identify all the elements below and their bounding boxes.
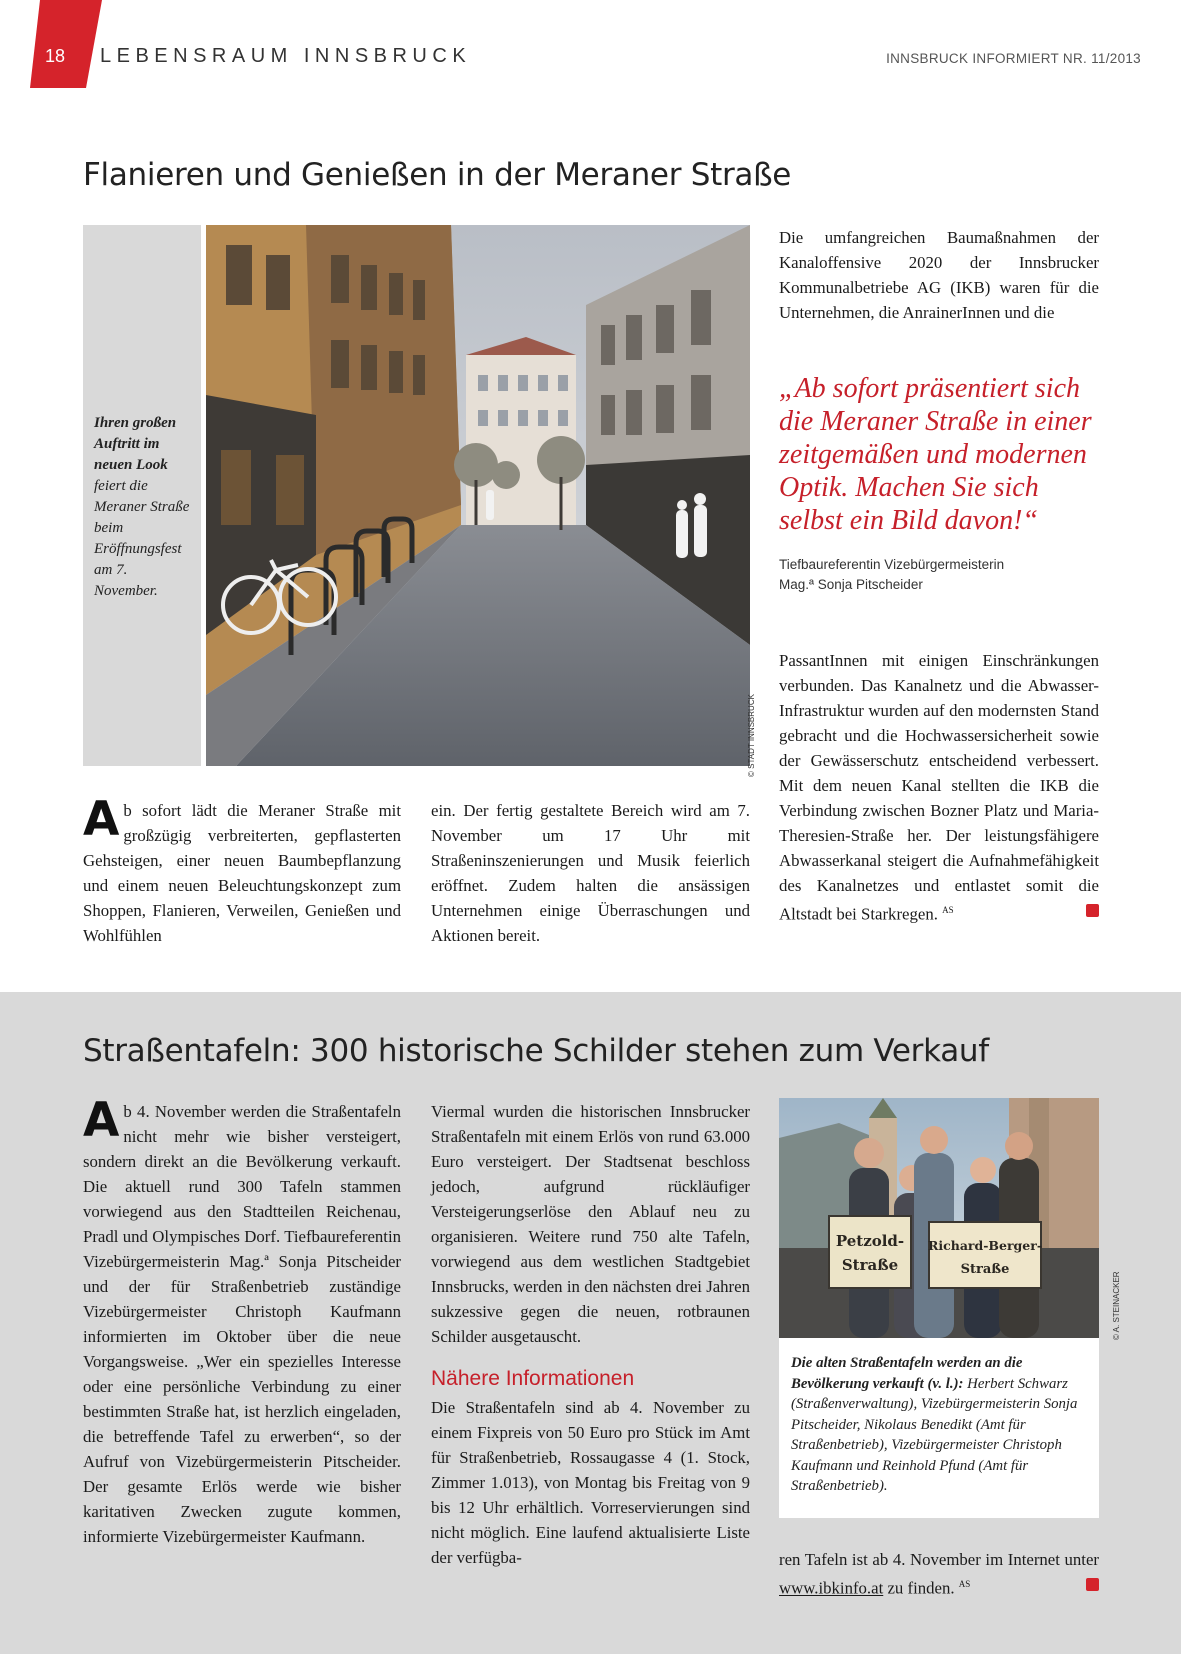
quote-attribution-line-1: Tiefbaureferentin Vizebürgermeisterin [779,557,1005,572]
section-title: LEBENSRAUM INNSBRUCK [100,45,472,67]
drop-cap: A [83,792,120,847]
page-number-tab [30,0,102,88]
street-signs-photo [779,1098,1099,1338]
end-square-icon [1086,904,1099,917]
photo-credit: © STADT INNSBRUCK [747,694,756,777]
quote-attribution-line-2: Mag.ª Sonja Pitscheider [779,577,923,592]
article2-column-2 [431,1099,750,1570]
photo-caption-rest: feiert die Meraner Straße beim Eröffnungsfest am 7. November. [94,478,190,599]
article-title: Flanieren und Genießen in der Meraner Straße [83,157,792,193]
author-initials: AS [942,905,954,915]
article1-column-3-top [779,225,1099,325]
issue-label: INNSBRUCK INFORMIERT NR. 11/2013 [886,51,1141,66]
info-heading: Nähere Informationen [431,1367,635,1390]
article2-col2-text: Viermal wurden die historischen Innsbrucker Straßentafeln mit einem Erlös von rund 63.000 Euro versteigert. Der Stadtsenat beschloss jedoch, aufgrund rückläufiger Versteigerungserlöse den Ablauf neu zu organisieren. Weitere rund 750 alte Tafeln, vorwiegend aus dem westlichen Stadtgebiet Innsbrucks, werden in den nächsten drei Jahren sukzessive gegen die neuen, rotbraunen Schilder ausgetauscht. [431,1102,750,1346]
article2-column-1 [83,1093,401,1549]
photo2-caption-bold: Die alten Straßentafeln werden an die Bevölkerung verkauft (v. l.): [791,1355,1023,1392]
photo2-caption [791,1353,1091,1497]
article1-column-1 [83,792,401,948]
page-number: 18 [45,46,66,66]
article2-col1-text: b 4. November werden die Straßentafeln nicht mehr wie bisher versteigert, sondern direkt an die Bevölkerung verkauft. Die aktuell rund 300 Tafeln stammen vorwiegend aus den Stadtteilen Reichenau, Pradl und Olympisches Dorf. Tiefbaureferentin Vizebürgermeisterin Mag.ª Sonja Pitscheider und der für Straßenbetrieb zuständige Vizebürgermeister Christoph Kaufmann informierten im Oktober über die neue Vorgangsweise. „Wer ein spezielles Interesse oder eine persönliche Verbindung zu einer bestimmten Straße hat, ist herzlich eingeladen, die betreffende Tafel zu erwerben“, so der Aufruf von Vizebürgermeisterin Pitscheider. Der gesamte Erlös werde wie bisher karitativen Zwecken zugute kommen, informierte Vizebürgermeister Kaufmann. [83,1102,401,1546]
sign-left-line-2: Straße [841,1256,899,1274]
article1-column-2 [431,798,750,948]
sign-right-line-2: Straße [960,1262,1010,1277]
photo-caption [94,413,194,602]
article2-title: Straßentafeln: 300 historische Schilder stehen zum Verkauf [83,1033,989,1069]
article1-col3-bottom-text: PassantInnen mit einigen Einschränkungen verbunden. Das Kanalnetz und die Abwasser-Infrastruktur wurden auf den modernsten Stand gebracht und die Hochwassersicherheit sowie der Gewässerschutz entscheidend verbessert. Mit dem neuen Kanal stellten die IKB die Verbindung zwischen Bozner Platz und Maria-Theresien-Straße her. Der leistungsfähigere Abwasserkanal steigert die Aufnahmefähigkeit des Kanalnetzes und entlastet somit die Altstadt bei Starkregen. [779,651,1099,924]
article1-column-3-bottom [779,648,1099,927]
street-photo [206,225,750,766]
info-text: Die Straßentafeln sind ab 4. November zu einem Fixpreis von 50 Euro pro Stück im Amt für Straßenbetrieb, Rossaugasse 4 (1. Stock, Zimmer 1.013), von Montag bis Freitag von 9 bis 12 Uhr erhältlich. Vorreservierungen sind nicht möglich. Eine laufend aktualisierte Liste der verfügba- [431,1398,750,1567]
photo2-credit: © A. STEINACKER [1112,1271,1121,1340]
ibkinfo-link[interactable]: www.ibkinfo.at [779,1578,884,1598]
end-square-icon [1086,1578,1099,1591]
photo2-caption-rest: Herbert Schwarz (Straßenverwaltung), Vizebürgermeisterin Sonja Pitscheider, Nikolaus Benedikt (Amt für Straßenbetrieb), Vizebürgermeister Christoph Kaufmann und Reinhold Pfund (Amt für Straßenbetrieb). [791,1375,1078,1494]
article2-col3-text: ren Tafeln ist ab 4. November im Internet unter [779,1550,1099,1569]
quote-attribution [779,555,1109,595]
photo-caption-bold: Ihren großen Auftritt im neuen Look [94,415,177,473]
sign-left-line-1: Petzold- [835,1232,905,1250]
article2-col3-text-end: zu finden. [887,1578,955,1598]
article1-col1-text: b sofort lädt die Meraner Straße mit großzügig verbreiterten, gepflasterten Gehsteigen, einer neuen Baumbepflanzung und einem neuen Beleuchtungskonzept zum Shoppen, Flanieren, Verweilen, Genießen und Wohlfühlen [83,801,401,945]
pull-quote: „Ab sofort präsentiert sich die Meraner Straße in einer zeitgemäßen und modernen Optik. Machen Sie sich selbst ein Bild davon!“ [779,373,1092,536]
drop-cap: A [83,1093,120,1148]
article1-col3-top-text: Die umfangreichen Baumaßnahmen der Kanaloffensive 2020 der Innsbrucker Kommunalbetriebe AG (IKB) waren für die Unternehmen, die AnrainerInnen und die [779,228,1099,322]
article2-column-3 [779,1547,1099,1601]
author-initials: AS [958,1579,971,1589]
sign-right-line-1: Richard-Berger- [927,1238,1043,1253]
article1-col2-text: ein. Der fertig gestaltete Bereich wird am 7. November um 17 Uhr mit Straßeninszenierungen und Musik feierlich eröffnet. Zudem halten die ansässigen Unternehmen einige Überraschungen und Aktionen bereit. [431,801,750,945]
